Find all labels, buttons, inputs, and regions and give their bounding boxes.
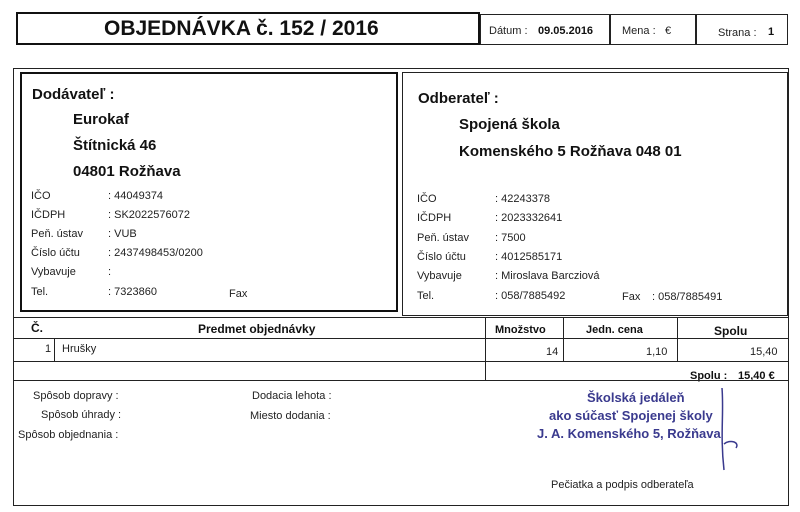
lehota-label: Dodacia lehota : (252, 390, 332, 402)
customer-field-value: : 4012585171 (495, 251, 563, 263)
supplier-field-value: : 7323860 (108, 286, 157, 298)
supplier-field-label: IČDPH (31, 209, 66, 221)
table-col-divider (677, 318, 678, 361)
table-row-total: 15,40 (750, 346, 778, 358)
supplier-field-value: : 44049374 (108, 190, 164, 202)
customer-field-value: : 7500 (495, 232, 526, 244)
customer-field-label: IČO (417, 193, 437, 205)
customer-fax-label: Fax (622, 291, 641, 303)
supplier-field-label: Číslo účtu (31, 247, 80, 259)
strana-label: Strana : (718, 27, 757, 39)
customer-fax-value: : 058/7885491 (652, 291, 723, 303)
supplier-street: Štítnická 46 (73, 137, 157, 154)
customer-field-label: Tel. (417, 290, 435, 302)
uhrada-label: Spôsob úhrady : (41, 409, 122, 421)
table-col-divider (485, 318, 486, 380)
col-header-no: Č. (31, 321, 43, 335)
order-title: OBJEDNÁVKA č. 152 / 2016 (104, 17, 379, 40)
table-top-line (14, 317, 788, 318)
supplier-heading: Dodávateľ : (32, 86, 115, 103)
col-header-item: Predmet objednávky (198, 322, 316, 336)
supplier-field-value: : 2437498453/0200 (108, 247, 203, 259)
supplier-name: Eurokaf (73, 111, 129, 128)
table-row-item: Hrušky (62, 343, 97, 355)
customer-field-value: : 2023332641 (495, 212, 563, 224)
customer-field-label: IČDPH (417, 212, 452, 224)
customer-field-label: Číslo účtu (417, 251, 466, 263)
customer-address: Komenského 5 Rožňava 048 01 (459, 143, 682, 160)
supplier-field-value: : SK2022576072 (108, 209, 190, 221)
supplier-field-label: IČO (31, 190, 51, 202)
customer-field-value: : Miroslava Barcziová (495, 270, 600, 282)
supplier-fax-label: Fax (229, 288, 248, 300)
table-row-no: 1 (45, 343, 52, 355)
supplier-field-label: Vybavuje (31, 266, 76, 278)
datum-label: Dátum : (489, 25, 528, 37)
customer-field-label: Peň. ústav (417, 232, 469, 244)
stamp-line: Školská jedáleň (587, 390, 685, 405)
doprava-label: Spôsob dopravy : (33, 390, 119, 402)
supplier-box (20, 72, 398, 312)
sum-value: 15,40 € (738, 370, 775, 382)
mena-label: Mena : (622, 25, 656, 37)
stamp-line: J. A. Komenského 5, Rožňava (537, 426, 721, 441)
col-header-qty: Množstvo (495, 324, 546, 336)
sum-label: Spolu : (690, 370, 728, 382)
table-row-bottom-line (14, 361, 788, 362)
customer-name: Spojená škola (459, 116, 560, 133)
table-col-divider (54, 338, 55, 361)
table-row-qty: 14 (546, 346, 559, 358)
supplier-field-label: Peň. ústav (31, 228, 83, 240)
customer-heading: Odberateľ : (418, 90, 499, 107)
supplier-field-value: : (108, 266, 112, 278)
datum-value: 09.05.2016 (538, 25, 594, 37)
sum-bottom-line (14, 380, 788, 381)
col-header-total: Spolu (714, 324, 748, 338)
stamp-line: ako súčasť Spojenej školy (549, 408, 713, 423)
col-header-price: Jedn. cena (586, 324, 643, 336)
customer-field-value: : 058/7885492 (495, 290, 566, 302)
table-header-bottom-line (14, 338, 788, 339)
objednania-label: Spôsob objednania : (18, 429, 119, 441)
customer-field-value: : 42243378 (495, 193, 551, 205)
table-row-price: 1,10 (646, 346, 668, 358)
supplier-city: 04801 Rožňava (73, 163, 181, 180)
miesto-label: Miesto dodania : (250, 410, 331, 422)
signature-mark (700, 384, 760, 474)
strana-value: 1 (768, 26, 775, 38)
mena-value: € (665, 25, 672, 37)
table-col-divider (563, 318, 564, 361)
supplier-field-value: : VUB (108, 228, 137, 240)
customer-field-label: Vybavuje (417, 270, 462, 282)
signature-label: Pečiatka a podpis odberateľa (551, 479, 694, 491)
supplier-field-label: Tel. (31, 286, 49, 298)
